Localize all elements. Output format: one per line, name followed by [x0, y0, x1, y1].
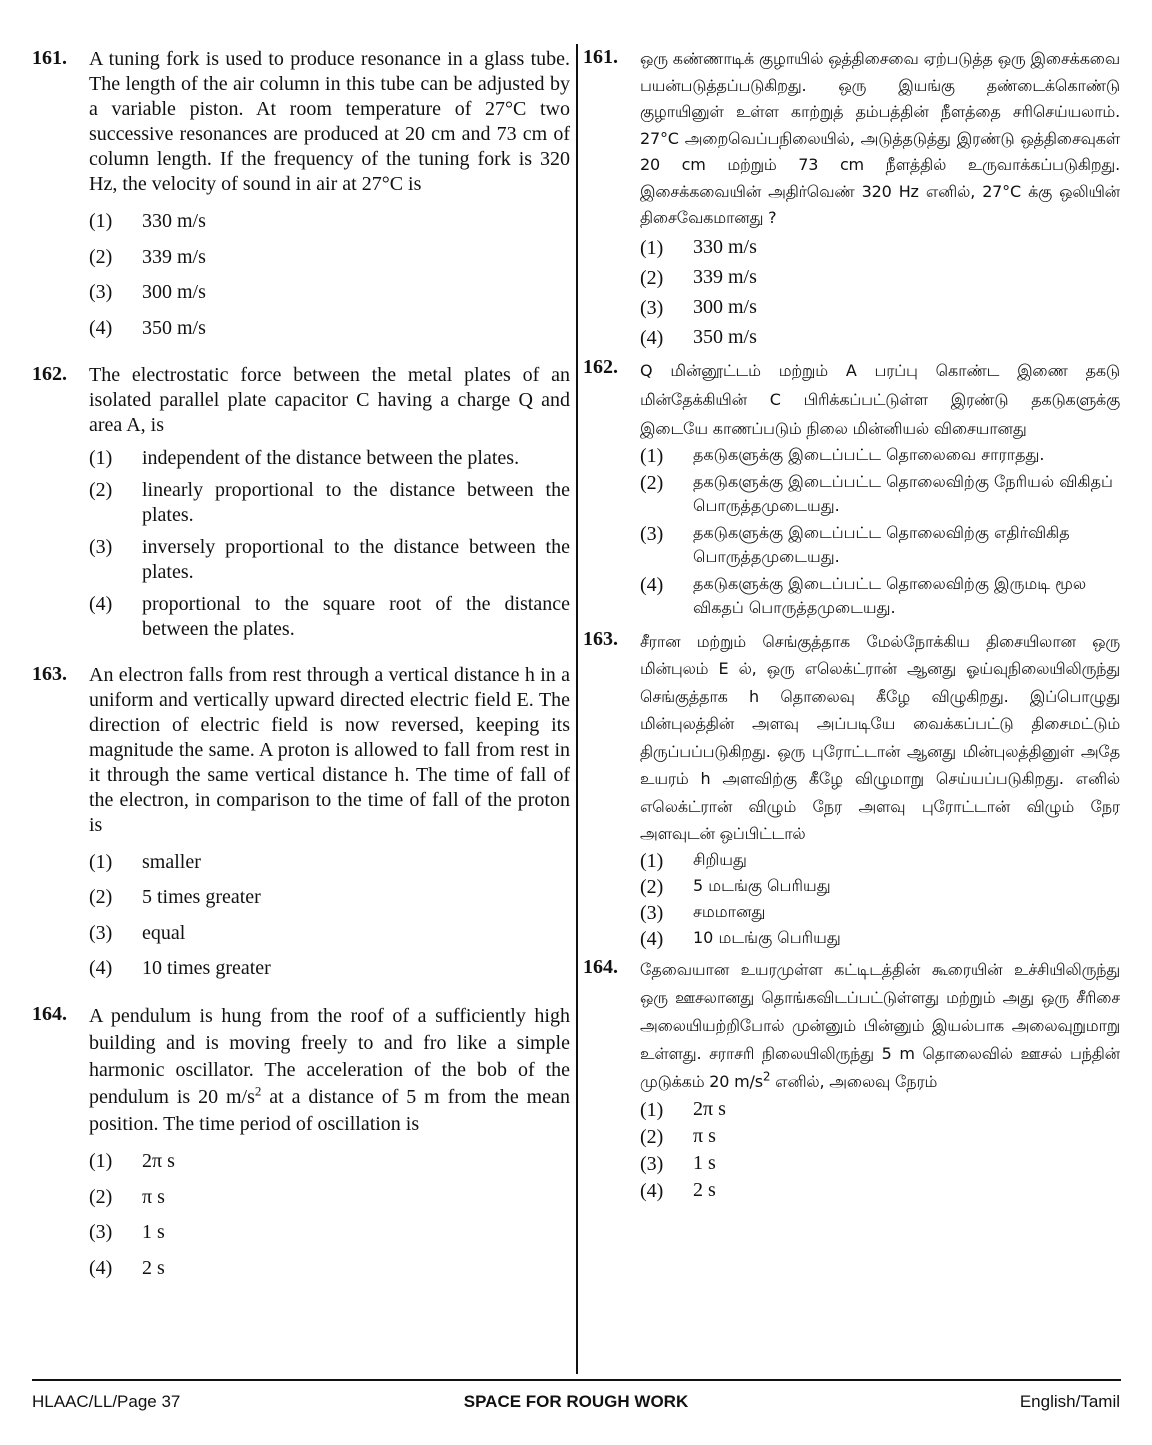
option-number: (4) [89, 957, 113, 979]
option-number: (4) [89, 316, 113, 339]
option-text: தகடுகளுக்கு இடைப்பட்ட தொலைவை சாராதது. [693, 444, 1045, 464]
option-2 [89, 1185, 570, 1210]
option-1 [640, 848, 1120, 872]
option-number: (1) [89, 850, 113, 873]
option-text: 339 m/s [142, 245, 206, 268]
question-text-part: தேவையான உயரமுள்ள கட்டிடத்தின் கூரையின் உச்சியிலிருந்து ஒரு ஊசலானது தொங்கவிடப்பட்டுள்ளது மற்றும் அது ஒரு சீரிசை அலையியற்றிபோல் முன்னும் பின்னும் இயல்பாக அலைவுறுமாறு உள்ளது. சராசரி நிலையிலிருந்து 5 m தொலைவில் ஊசல் பந்தின் முடுக்கம் 20 m/s [640, 959, 1120, 1091]
option-4 [89, 956, 570, 981]
superscript: 2 [762, 1069, 771, 1084]
option-text: proportional to the square root of the distance between the plates. [142, 592, 570, 640]
option-number: (2) [640, 471, 664, 494]
option-number: (3) [640, 1152, 664, 1175]
option-number: (4) [640, 326, 664, 349]
options-list [89, 446, 570, 642]
option-number: (3) [640, 522, 664, 545]
option-2 [640, 874, 1120, 898]
option-1 [640, 1097, 1120, 1122]
option-number: (3) [89, 535, 113, 558]
question-163-en [32, 663, 570, 982]
question-number: 162. [32, 362, 67, 385]
option-2 [89, 885, 570, 910]
option-text: π s [693, 1124, 716, 1147]
question-number: 164. [32, 1003, 67, 1025]
option-text: independent of the distance between the plates. [142, 446, 520, 469]
question-number: 161. [32, 47, 67, 69]
option-text: 330 m/s [142, 210, 206, 232]
option-number: (2) [89, 1185, 113, 1208]
option-2 [640, 265, 1120, 290]
option-text: smaller [142, 850, 201, 873]
option-text: 2π s [142, 1150, 175, 1172]
option-number: (4) [640, 927, 664, 950]
option-number: (1) [640, 236, 664, 259]
option-text: 5 times greater [142, 886, 261, 908]
question-number: 163. [583, 627, 618, 650]
language-label: English/Tamil [1019, 1392, 1120, 1411]
column-divider [576, 44, 578, 1374]
option-text: inversely proportional to the distance between the plates. [142, 535, 570, 583]
options-list [640, 848, 1120, 950]
question-161-en [32, 47, 570, 341]
option-text: தகடுகளுக்கு இடைப்பட்ட தொலைவிற்கு இருமடி மூல விகதப் பொருத்தமுடையது. [693, 573, 1087, 617]
question-text-part: at a distance of 5 m from the mean position. The time period of oscillation is [89, 1086, 570, 1135]
option-text: 1 s [142, 1221, 165, 1243]
option-3 [89, 535, 570, 585]
option-number: (4) [89, 1256, 113, 1279]
option-3 [640, 521, 1120, 569]
question-162-ta [583, 356, 1120, 620]
option-text: 5 மடங்கு பெரியது [693, 875, 831, 895]
option-text: π s [142, 1185, 165, 1208]
option-number: (2) [89, 245, 113, 268]
question-163-ta [583, 628, 1120, 950]
option-1 [640, 235, 1120, 260]
options-list [640, 1097, 1120, 1203]
question-text: The electrostatic force between the metal plates of an isolated parallel plate capacitor C having a charge Q and area A, is [89, 363, 570, 436]
option-3 [640, 900, 1120, 924]
options-list [89, 1149, 570, 1281]
option-text: 1 s [693, 1151, 716, 1174]
option-1 [640, 443, 1120, 467]
options-list [640, 235, 1120, 350]
option-1 [89, 209, 570, 234]
question-164-en [32, 1003, 570, 1281]
option-2 [640, 1124, 1120, 1149]
option-text: 339 m/s [693, 265, 757, 288]
option-text: 350 m/s [142, 316, 206, 339]
option-3 [640, 295, 1120, 320]
option-4 [640, 1178, 1120, 1203]
option-number: (1) [89, 446, 113, 469]
option-1 [89, 1149, 570, 1174]
option-3 [89, 921, 570, 946]
option-number: (1) [640, 849, 664, 872]
option-number: (4) [89, 592, 113, 615]
option-4 [640, 926, 1120, 950]
option-text: linearly proportional to the distance between the plates. [142, 478, 570, 526]
option-text: 10 times greater [142, 957, 271, 979]
footer-rule [32, 1379, 1121, 1381]
option-3 [89, 1220, 570, 1245]
options-list [640, 443, 1120, 620]
superscript: 2 [254, 1083, 262, 1099]
option-4 [640, 325, 1120, 350]
question-text: A tuning fork is used to produce resonance in a glass tube. The length of the air column in this tube can be adjusted by a variable piston. At room temperature of 27°C two successive resonances are produced at 20 cm and 73 cm of column length. If the frequency of the tuning fork is 320 Hz, the velocity of sound in air at 27°C is [89, 48, 570, 195]
option-number: (2) [640, 266, 664, 289]
option-number: (1) [89, 210, 113, 232]
option-3 [89, 280, 570, 305]
option-number: (4) [640, 1179, 664, 1202]
option-text: சிறியது [693, 849, 747, 869]
option-number: (2) [89, 478, 113, 501]
option-4 [89, 1256, 570, 1281]
option-number: (3) [640, 296, 664, 319]
option-text: 300 m/s [693, 295, 757, 318]
question-162-en [32, 363, 570, 642]
option-number: (1) [89, 1150, 113, 1172]
option-1 [89, 446, 570, 471]
rough-work-label: SPACE FOR ROUGH WORK [463, 1392, 689, 1411]
option-text: தகடுகளுக்கு இடைப்பட்ட தொலைவிற்கு எதிர்விகித பொருத்தமுடையது. [693, 522, 1070, 566]
question-text: ஒரு கண்ணாடிக் குழாயில் ஒத்திசைவை ஏற்படுத்த ஒரு இசைக்கவை பயன்படுத்தப்படுகிறது. ஒரு இயங்கு தண்டைக்கொண்டு குழாயினுள் உள்ள காற்றுத் தம்பத்தின் நீளத்தை சரிசெய்யலாம். 27°C அறைவெப்பநிலையில், அடுத்தடுத்து இரண்டு ஒத்திசைவுகள் 20 cm மற்றும் 73 cm நீளத்தில் உருவாக்கப்படுகிறது. இசைக்கவையின் அதிர்வெண் 320 Hz எனில், 27°C க்கு ஒலியின் திசைவேகமானது ? [640, 49, 1120, 227]
question-164-ta [583, 956, 1120, 1203]
option-number: (3) [89, 281, 113, 303]
option-text: சமமானது [693, 901, 766, 921]
option-text: 10 மடங்கு பெரியது [693, 927, 841, 947]
option-3 [640, 1151, 1120, 1176]
option-text: தகடுகளுக்கு இடைப்பட்ட தொலைவிற்கு நேரியல் விகிதப் பொருத்தமுடையது. [693, 471, 1113, 515]
option-text: equal [142, 921, 186, 944]
options-list [89, 209, 570, 341]
option-text: 2π s [693, 1097, 726, 1120]
option-2 [640, 470, 1120, 518]
option-number: (1) [640, 444, 664, 467]
option-text: 330 m/s [693, 235, 757, 258]
question-text: சீரான மற்றும் செங்குத்தாக மேல்நோக்கிய திசையிலான ஒரு மின்புலம் E ல், ஒரு எலெக்ட்ரான் ஆனது ஓய்வுநிலையிலிருந்து செங்குத்தாக h தொலைவு கீழே விழுகிறது. இப்பொழுது மின்புலத்தின் அளவு அப்படியே வைக்கப்பட்டு திசைமட்டும் திருப்பப்படுகிறது. ஒரு புரோட்டான் ஆனது மின்புலத்தினுள் அதே உயரம் h அளவிற்கு கீழே விழுமாறு செய்யப்படுகிறது. எனில் எலெக்ட்ரான் விழும் நேர அளவு புரோட்டான் விழும் நேர அளவுடன் ஒப்பிட்டால் [640, 631, 1120, 843]
option-2 [89, 478, 570, 528]
option-1 [89, 850, 570, 875]
option-number: (2) [640, 1125, 664, 1148]
question-161-ta [583, 46, 1120, 350]
option-text: 2 s [142, 1256, 165, 1279]
question-number: 162. [583, 355, 618, 378]
option-number: (4) [640, 573, 664, 596]
page-code: HLAAC/LL/Page 37 [32, 1392, 181, 1411]
option-number: (1) [640, 1098, 664, 1121]
tamil-column [583, 42, 1120, 1203]
option-text: 350 m/s [693, 325, 757, 348]
option-number: (3) [89, 1221, 113, 1243]
option-4 [89, 592, 570, 642]
options-list [89, 850, 570, 982]
option-number: (2) [640, 875, 664, 898]
question-text: Q மின்னூட்டம் மற்றும் A பரப்பு கொண்ட இணை தகடு மின்தேக்கியின் C பிரிக்கப்பட்டுள்ள இரண்டு தகடுகளுக்கு இடையே காணப்படும் நிலை மின்னியல் விசையானது [640, 360, 1120, 438]
question-text: An electron falls from rest through a vertical distance h in a uniform and vertically upward directed electric field E. The direction of electric field is now reversed, keeping its magnitude the same. A proton is allowed to fall from rest in it through the same vertical distance h. The time of fall of the electron, in comparison to the time of fall of the proton is [89, 663, 570, 836]
english-column [32, 42, 570, 1281]
question-number: 163. [32, 662, 67, 685]
option-4 [640, 572, 1120, 620]
option-number: (2) [89, 886, 113, 908]
question-text [89, 1003, 570, 1138]
option-4 [89, 316, 570, 341]
option-text: 300 m/s [142, 281, 206, 303]
question-text-part: A pendulum is hung from the roof of a sufficiently high building and is moving freely to and fro like a simple harmonic oscillator. The acceleration of the bob of the pendulum is 20 m/s [89, 1005, 570, 1108]
option-text: 2 s [693, 1178, 716, 1201]
question-number: 161. [583, 46, 618, 68]
option-number: (3) [640, 901, 664, 924]
question-number: 164. [583, 955, 618, 978]
option-2 [89, 245, 570, 270]
question-text [640, 956, 1120, 1096]
question-text-part: எனில், அலைவு நேரம் [770, 1071, 938, 1091]
option-number: (3) [89, 921, 113, 944]
